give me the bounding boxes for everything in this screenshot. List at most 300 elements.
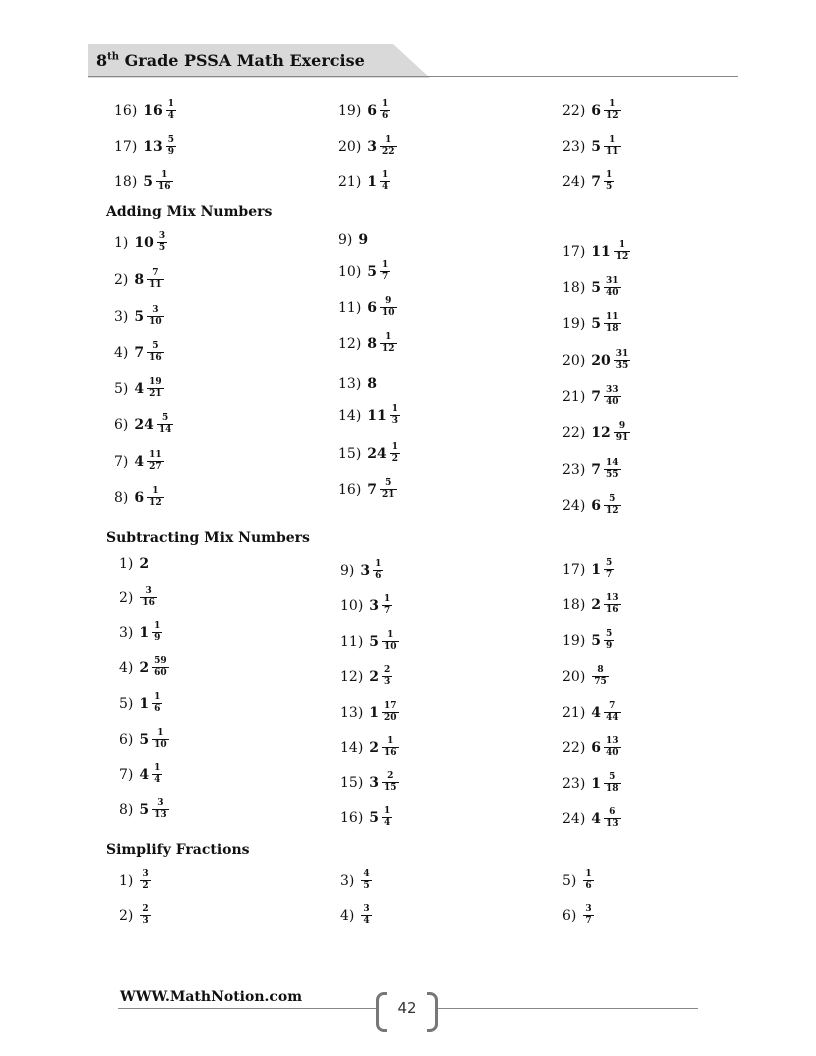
denominator: 5 [363,881,370,891]
answer-number: 24) [562,497,586,514]
answer-item [119,657,169,678]
answer-number: 2) [119,907,134,924]
subtracting-section-title: Subtracting Mix Numbers [106,530,310,546]
fraction [152,799,169,820]
numerator: 6 [609,807,616,817]
denominator: 10 [384,642,397,652]
denominator: 4 [363,916,370,926]
fraction [166,100,176,121]
denominator: 44 [606,713,619,723]
fraction [382,702,399,723]
numerator: 3 [145,586,152,596]
numerator: 9 [618,421,626,431]
denominator: 11 [606,147,619,157]
answer-number: 17) [562,243,586,260]
fraction [152,764,162,785]
answer-item [340,666,392,687]
whole-part: 1 [367,173,378,190]
whole-part: 5 [143,173,154,190]
fraction [382,772,399,793]
whole-part: 4 [139,766,150,783]
numerator: 3 [158,231,166,241]
answer-item [340,702,399,723]
answer-item [562,870,594,891]
denominator: 9 [167,147,175,157]
numerator: 2 [387,771,394,781]
answer-number: 15) [340,774,364,791]
answer-item [338,479,397,500]
answer-number: 7) [119,766,134,783]
fraction [380,171,390,192]
fraction [157,414,174,435]
fraction [604,277,621,298]
fraction [147,342,164,363]
numerator: 17 [384,701,397,711]
answer-item [562,422,630,443]
whole-part: 8 [367,376,378,392]
whole-part: 24 [367,445,387,462]
fraction [604,313,621,334]
fraction [140,905,150,926]
denominator: 10 [154,740,167,750]
right-brace-icon [427,992,438,1032]
denominator: 16 [158,182,171,192]
answer-number: 17) [114,138,138,155]
numerator: 3 [363,904,370,914]
page-number-box [376,992,438,1028]
denominator: 60 [154,668,167,678]
denominator: 16 [384,748,397,758]
whole-part: 10 [134,234,154,251]
answer-item [562,386,621,407]
denominator: 7 [384,606,391,616]
answer-item [562,459,621,480]
header-rule [88,76,738,77]
whole-part: 4 [591,810,602,827]
denominator: 12 [382,344,395,354]
fraction [592,666,609,687]
denominator: 40 [606,397,619,407]
whole-part: 24 [134,416,154,433]
answer-item [340,595,392,616]
answer-number: 14) [338,407,362,424]
answer-number: 6) [119,731,134,748]
numerator: 1 [152,486,159,496]
denominator: 10 [382,308,395,318]
fraction [147,269,164,290]
denominator: 21 [149,389,162,399]
answer-number: 1) [114,234,129,251]
whole-part: 2 [591,596,602,613]
answer-number: 20) [562,352,586,369]
numerator: 13 [606,593,619,603]
denominator: 5 [606,182,613,192]
answer-item [114,100,176,121]
answer-number: 12) [338,335,362,352]
fraction [390,443,400,464]
numerator: 31 [615,349,629,359]
adding-section-title: Adding Mix Numbers [106,204,273,220]
whole-part: 6 [591,739,602,756]
whole-part: 5 [591,138,602,155]
answer-number: 12) [340,668,364,685]
numerator: 2 [142,904,149,914]
denominator: 55 [606,470,619,480]
denominator: 16 [606,605,619,615]
answer-item [338,136,397,157]
fraction [604,594,621,615]
denominator: 7 [606,570,613,580]
answer-item [114,136,176,157]
answer-number: 22) [562,424,586,441]
answer-number: 10) [340,597,364,614]
whole-part: 5 [591,315,602,332]
answer-item [119,870,151,891]
answer-number: 21) [562,388,586,405]
denominator: 6 [585,881,592,891]
fraction [152,693,162,714]
whole-part: 3 [367,138,378,155]
answer-item [562,495,621,516]
numerator: 1 [385,135,392,145]
fraction [604,702,621,723]
denominator: 12 [615,252,629,262]
fraction [583,905,593,926]
answer-number: 18) [562,596,586,613]
numerator: 4 [363,869,370,879]
whole-part: 7 [591,173,602,190]
fraction [380,261,390,282]
whole-part: 7 [591,388,602,405]
answer-item [562,702,621,723]
answer-item [562,666,609,687]
answer-number: 3) [340,872,355,889]
answer-number: 6) [114,416,129,433]
answer-item [114,451,164,472]
numerator: 7 [152,268,159,278]
numerator: 5 [161,413,169,423]
numerator: 1 [161,170,168,180]
answer-number: 22) [562,739,586,756]
whole-part: 5 [591,279,602,296]
answer-number: 21) [562,704,586,721]
fraction [614,350,631,371]
answer-item [562,737,621,758]
answer-item [562,171,614,192]
answer-number: 3) [114,308,129,325]
denominator: 3 [142,916,149,926]
denominator: 6 [382,111,389,121]
fraction [382,737,399,758]
whole-part: 11 [591,243,611,260]
answer-item [562,808,621,829]
answer-item [562,559,614,580]
answer-item [562,350,630,371]
numerator: 1 [387,630,394,640]
denominator: 6 [375,571,382,581]
fraction [373,560,383,581]
fraction [382,807,392,828]
numerator: 13 [606,736,619,746]
numerator: 1 [609,135,616,145]
answer-number: 15) [338,445,362,462]
fraction [140,587,157,608]
fraction [614,241,631,262]
denominator: 27 [149,462,162,472]
numerator: 8 [597,665,604,675]
denominator: 9 [154,633,161,643]
answer-number: 10) [338,263,362,280]
answer-item [340,772,399,793]
answer-number: 20) [562,668,586,685]
numerator: 3 [585,904,592,914]
numerator: 9 [385,296,392,306]
answer-item [114,414,173,435]
fraction [380,100,390,121]
numerator: 1 [154,621,161,631]
fraction [156,171,173,192]
denominator: 18 [606,784,619,794]
answer-number: 4) [119,659,134,676]
whole-part: 3 [369,597,380,614]
answer-number: 2) [114,271,129,288]
answer-item [338,297,397,318]
answer-item [119,622,162,643]
answer-item [562,100,621,121]
numerator: 5 [609,494,616,504]
numerator: 19 [149,377,162,387]
denominator: 12 [149,498,162,508]
whole-part: 12 [591,424,611,441]
numerator: 1 [382,260,389,270]
answer-item [338,333,397,354]
denominator: 16 [142,598,155,608]
page-number: 42 [397,999,417,1017]
numerator: 1 [382,170,389,180]
answer-item [114,487,164,508]
fraction [604,171,614,192]
answer-item [562,136,621,157]
fraction [147,451,164,472]
answer-item [562,630,614,651]
fraction [361,905,371,926]
fraction [147,306,164,327]
numerator: 7 [609,701,616,711]
denominator: 75 [594,677,607,687]
answer-number: 24) [562,810,586,827]
denominator: 13 [606,819,619,829]
answer-item [119,729,169,750]
whole-part: 5 [139,731,150,748]
numerator: 1 [585,869,592,879]
whole-part: 2 [369,739,380,756]
answer-item [340,631,399,652]
simplify-section-title: Simplify Fractions [106,842,250,858]
answer-item [119,764,162,785]
denominator: 4 [384,818,391,828]
answer-number: 8) [114,489,129,506]
whole-part: 7 [134,344,145,361]
whole-part: 2 [369,668,380,685]
numerator: 1 [384,806,391,816]
denominator: 4 [382,182,389,192]
whole-part: 5 [134,308,145,325]
whole-part: 6 [134,489,145,506]
whole-part: 4 [134,453,145,470]
answer-item [119,587,157,608]
whole-part: 7 [591,461,602,478]
denominator: 12 [606,111,619,121]
denominator: 4 [167,111,175,121]
answer-item [340,870,372,891]
fraction [361,870,371,891]
answer-item [338,100,390,121]
answer-item [562,594,621,615]
whole-part: 11 [367,407,387,424]
denominator: 11 [149,280,162,290]
whole-part: 2 [139,659,150,676]
answer-number: 2) [119,589,134,606]
whole-part: 7 [367,481,378,498]
footer-website: WWW.MathNotion.com [120,989,303,1005]
fraction [382,666,392,687]
answer-item [562,773,621,794]
denominator: 91 [615,433,629,443]
numerator: 5 [152,341,159,351]
answer-item [119,556,151,572]
answer-number: 5) [119,695,134,712]
whole-part: 4 [134,380,145,397]
answer-item [562,905,594,926]
denominator: 5 [158,243,166,253]
fraction [604,495,621,516]
whole-part: 1 [591,775,602,792]
whole-part: 5 [369,809,380,826]
whole-part: 6 [591,102,602,119]
denominator: 14 [158,425,172,435]
whole-part: 9 [358,232,369,248]
fraction [380,136,397,157]
fraction [604,559,614,580]
answer-number: 23) [562,138,586,155]
numerator: 3 [157,798,164,808]
answer-number: 3) [119,624,134,641]
numerator: 1 [618,240,626,250]
fraction [152,622,162,643]
whole-part: 6 [367,299,378,316]
numerator: 2 [384,665,391,675]
denominator: 12 [606,506,619,516]
numerator: 1 [606,170,613,180]
numerator: 1 [384,594,391,604]
whole-part: 6 [367,102,378,119]
whole-part: 5 [367,263,378,280]
denominator: 7 [382,272,389,282]
fraction [152,657,169,678]
fraction [614,422,631,443]
numerator: 59 [154,656,167,666]
whole-part: 2 [139,556,150,572]
whole-part: 1 [139,695,150,712]
whole-part: 1 [591,561,602,578]
answer-number: 19) [562,632,586,649]
answer-number: 4) [340,907,355,924]
answer-item [114,171,173,192]
fraction [166,136,176,157]
answer-number: 23) [562,461,586,478]
whole-part: 1 [369,704,380,721]
fraction [390,405,400,426]
numerator: 33 [606,385,619,395]
answer-number: 19) [338,102,362,119]
numerator: 5 [385,478,392,488]
whole-part: 5 [369,633,380,650]
answer-item [562,313,621,334]
answer-number: 5) [562,872,577,889]
answer-number: 8) [119,801,134,818]
answer-item [340,807,392,828]
answer-item [338,171,390,192]
answer-number: 6) [562,907,577,924]
fraction [140,870,150,891]
answer-item [338,405,400,426]
answer-number: 21) [338,173,362,190]
fraction [604,773,621,794]
answer-number: 16) [338,481,362,498]
numerator: 1 [375,559,382,569]
answer-item [338,376,379,392]
answer-number: 17) [562,561,586,578]
answer-number: 11) [340,633,364,650]
denominator: 40 [606,748,619,758]
answer-number: 9) [340,562,355,579]
denominator: 21 [382,490,395,500]
answer-item [340,905,372,926]
whole-part: 3 [369,774,380,791]
answer-number: 1) [119,872,134,889]
answer-number: 19) [562,315,586,332]
answer-number: 4) [114,344,129,361]
answer-number: 16) [114,102,138,119]
fraction [147,378,164,399]
answer-number: 14) [340,739,364,756]
numerator: 1 [391,442,399,452]
whole-part: 8 [367,335,378,352]
fraction [604,386,621,407]
answer-number: 16) [340,809,364,826]
denominator: 2 [391,454,399,464]
numerator: 1 [609,99,616,109]
answer-number: 13) [338,376,362,392]
answer-item [338,443,400,464]
fraction [583,870,593,891]
fraction [382,631,399,652]
numerator: 11 [149,450,162,460]
numerator: 1 [167,99,175,109]
whole-part: 4 [591,704,602,721]
answer-item [114,269,164,290]
answer-item [119,799,169,820]
fraction [604,136,621,157]
answer-number: 20) [338,138,362,155]
numerator: 1 [154,763,161,773]
answer-number: 1) [119,556,134,572]
denominator: 15 [384,783,397,793]
fraction [604,737,621,758]
answer-number: 23) [562,775,586,792]
fraction [380,333,397,354]
denominator: 6 [154,704,161,714]
